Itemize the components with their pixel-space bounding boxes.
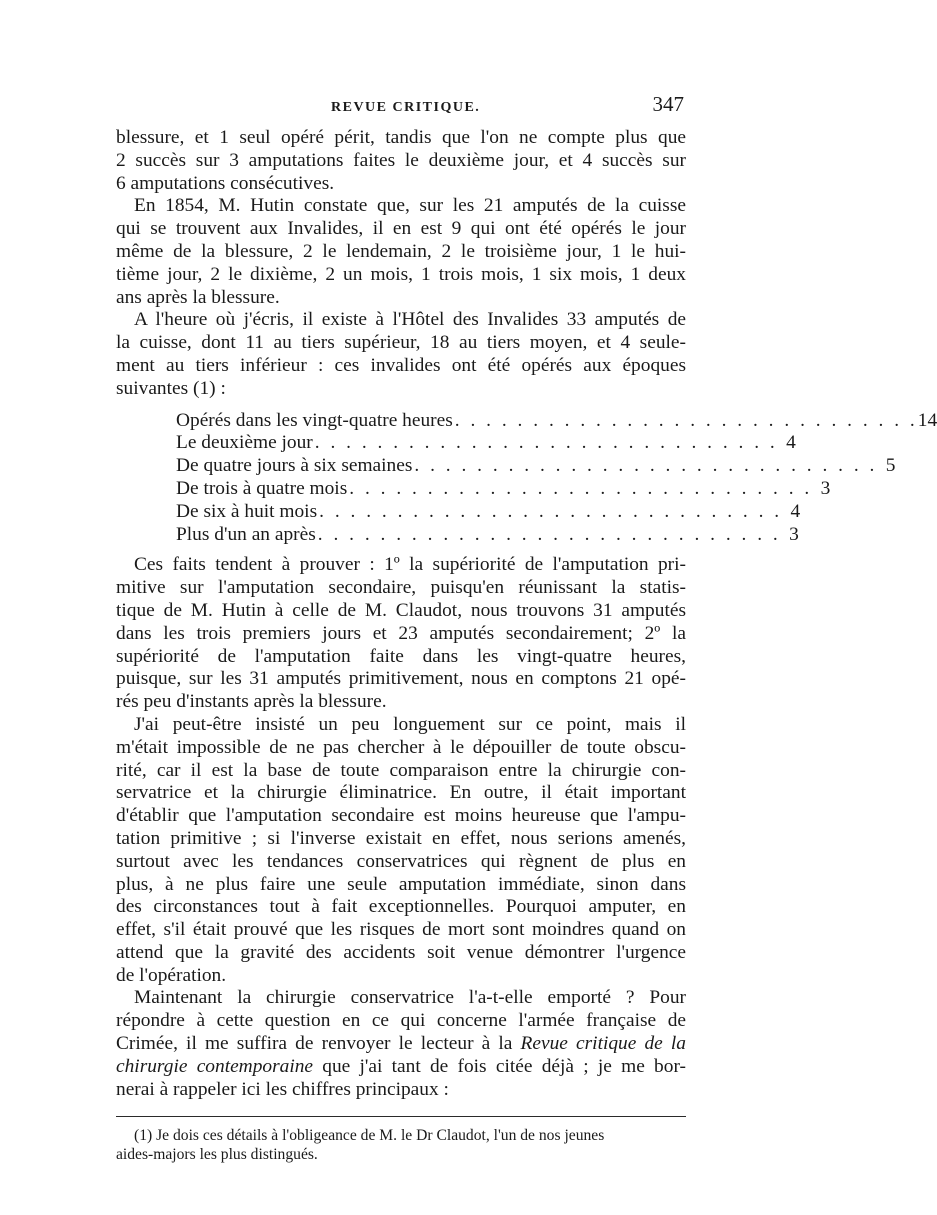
amputation-timing-table: [176, 409, 937, 547]
text-line: blessure, et 1 seul opéré périt, tandis que l'on ne compte plus que: [116, 127, 686, 148]
text-line: tique de M. Hutin à celle de M. Claudot, nous trouvons 31 amputés: [116, 599, 686, 621]
table-row: [176, 432, 796, 455]
footnote: [116, 1126, 686, 1164]
text-segment: que j'ai tant de fois citée déjà ; je me bor-: [322, 1055, 686, 1077]
row-label: De trois à quatre mois: [176, 477, 348, 499]
text-segment: Crimée, il me suffira de renvoyer le lecteur à la: [116, 1033, 513, 1055]
page-number: 347: [652, 92, 684, 116]
page-header: [116, 92, 686, 122]
text-line: qui se trouvent aux Invalides, il en est 9 qui ont été opérés le jour: [116, 218, 686, 240]
text-line: attend que la gravité des accidents soit venue démontrer l'urgence: [116, 941, 686, 963]
text-line: de l'opération.: [116, 964, 227, 986]
text-line: suivantes (1) :: [116, 377, 226, 399]
text-line: effet, s'il était prouvé que les risques de mort sont moindres quand on: [116, 919, 686, 941]
text-line: répondre à cette question en ce qui concerne l'armée française de: [116, 1010, 686, 1032]
text-line: A l'heure où j'écris, il existe à l'Hôtel des Invalides 33 amputés de: [134, 309, 686, 331]
text-line: surtout avec les tendances conservatrices qui règnent de plus en: [116, 850, 686, 872]
text-line: tième jour, 2 le dixième, 2 un mois, 1 trois mois, 1 six mois, 1 deux: [116, 263, 686, 285]
row-value: 3: [820, 477, 831, 499]
row-label: De six à huit mois: [176, 500, 318, 522]
text-line: supériorité de l'amputation faite dans les vingt-quatre heures,: [116, 645, 686, 667]
paragraph-3: [116, 309, 686, 400]
text-line: des circonstances tout à fait exceptionnelles. Pourquoi amputer, en: [116, 896, 686, 918]
row-value: 14: [917, 409, 937, 431]
table-row: [176, 477, 831, 501]
paragraph-4: [116, 554, 686, 714]
footnote-line: (1) Je dois ces détails à l'obligeance de M. le Dr Claudot, l'un de nos jeunes: [134, 1127, 605, 1144]
text-line: plus, à ne plus faire une seule amputation immédiate, sinon dans: [116, 873, 686, 895]
text-line: ans après la blessure.: [116, 286, 280, 308]
running-head: REVUE CRITIQUE.: [331, 100, 481, 115]
text-line: dans les trois premiers jours et 23 amputés secondairement; 2º la: [116, 622, 686, 644]
text-line: Ces faits tendent à prouver : 1º la supériorité de l'amputation pri-: [134, 554, 686, 576]
dot-leader: . . . . . . . . . . . . . . . . . . . . . . . . . . . . . .: [314, 432, 778, 454]
text-line: mitive sur l'amputation secondaire, puisqu'en réunissant la statis-: [116, 577, 686, 599]
row-label: Opérés dans les vingt-quatre heures: [176, 409, 453, 431]
dot-leader: . . . . . . . . . . . . . . . . . . . . . . . . . . . . . .: [414, 455, 878, 477]
footnote-line: aides-majors les plus distingués.: [116, 1146, 318, 1163]
footnote-rule: [116, 1116, 686, 1117]
text-line: rés peu d'instants après la blessure.: [116, 691, 387, 713]
text-line: En 1854, M. Hutin constate que, sur les 21 amputés de la cuisse: [134, 195, 686, 217]
row-label: Le deuxième jour: [176, 432, 313, 454]
text-line: la cuisse, dont 11 au tiers supérieur, 18 au tiers moyen, et 4 seule-: [116, 332, 686, 354]
text-line: servatrice et la chirurgie éliminatrice. En outre, il était important: [116, 782, 686, 804]
dot-leader: . . . . . . . . . . . . . . . . . . . . . . . . . . . . . .: [349, 477, 813, 499]
text-line: puisque, sur les 31 amputés primitivement, nous en comptons 21 opé-: [116, 668, 686, 690]
journal-title: chirurgie contemporaine: [116, 1055, 314, 1077]
paragraph-2: [116, 195, 686, 309]
text-line: ment au tiers inférieur : ces invalides ont été opérés aux époques: [116, 354, 686, 376]
row-value: 5: [885, 455, 896, 477]
paragraph-6: [116, 987, 686, 1101]
row-label: Plus d'un an après: [176, 523, 316, 545]
table-row: [176, 455, 896, 478]
body-text: [116, 127, 937, 1101]
paragraph-1: [116, 127, 686, 195]
text-line: 2 succès sur 3 amputations faites le deuxième jour, et 4 succès sur: [116, 149, 686, 171]
table-row: [176, 523, 799, 547]
text-line: d'établir que l'amputation secondaire est moins heureuse que l'ampu-: [116, 805, 686, 827]
row-value: 4: [786, 432, 796, 454]
row-value: 4: [790, 500, 801, 522]
text-line: [116, 1056, 686, 1079]
dot-leader: . . . . . . . . . . . . . . . . . . . . . . . . . . . . . .: [319, 500, 783, 522]
journal-title: Revue critique de la: [520, 1033, 686, 1055]
table-row: [176, 409, 937, 433]
text-line: 6 amputations consécutives.: [116, 172, 335, 194]
text-line: Maintenant la chirurgie conservatrice l'a-t-elle emporté ? Pour: [134, 987, 686, 1009]
text-line: tation primitive ; si l'inverse existait en effet, nous serions amenés,: [116, 827, 686, 849]
dot-leader: . . . . . . . . . . . . . . . . . . . . . . . . . . . . . .: [454, 409, 918, 431]
dot-leader: . . . . . . . . . . . . . . . . . . . . . . . . . . . . . .: [317, 523, 781, 545]
text-line: m'était impossible de ne pas chercher à le dépouiller de toute obscu-: [116, 736, 686, 758]
table-row: [176, 500, 801, 524]
text-line: J'ai peut-être insisté un peu longuement sur ce point, mais il: [134, 713, 686, 735]
row-value: 3: [789, 523, 799, 545]
text-line: rité, car il est la base de toute comparaison entre la chirurgie con-: [116, 759, 686, 781]
text-line: même de la blessure, 2 le lendemain, 2 le troisième jour, 1 le hui-: [116, 240, 686, 262]
text-line: [116, 1033, 686, 1056]
text-line: nerai à rappeler ici les chiffres principaux :: [116, 1078, 449, 1100]
paragraph-5: [116, 714, 686, 988]
row-label: De quatre jours à six semaines: [176, 455, 413, 477]
